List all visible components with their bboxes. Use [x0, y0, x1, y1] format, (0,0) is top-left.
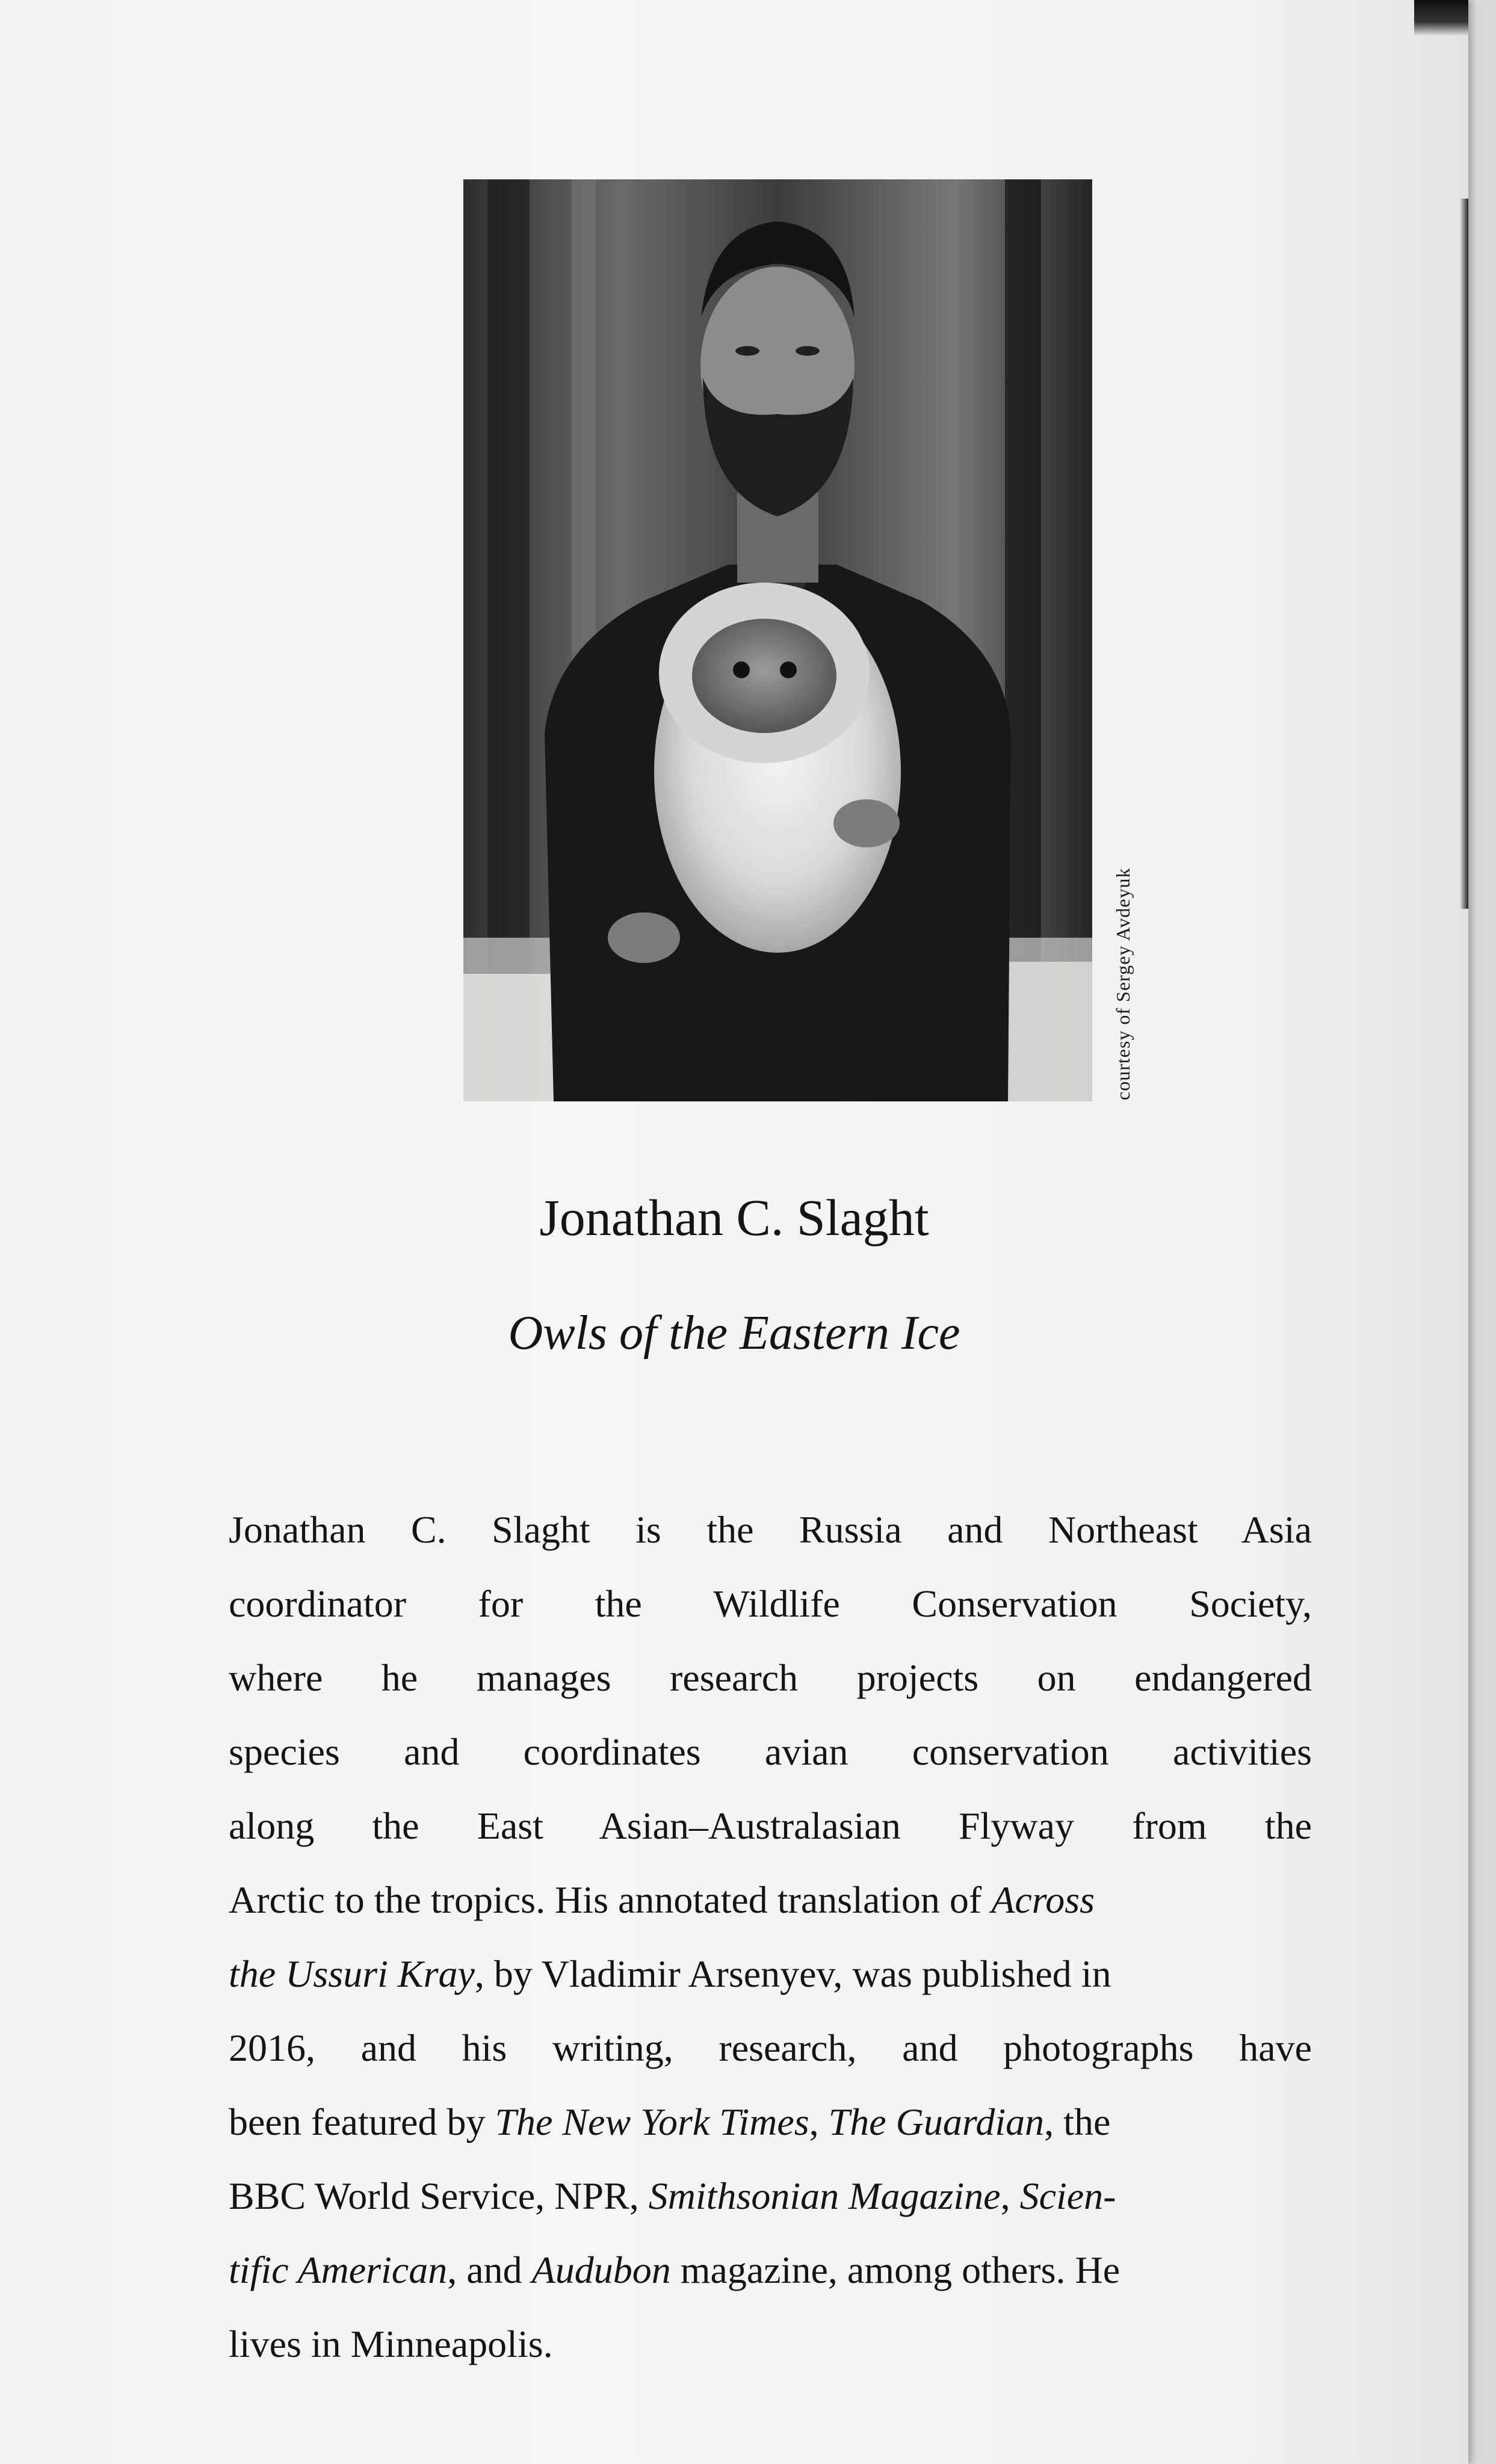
book-title: Owls of the Eastern Ice — [508, 1307, 960, 1360]
publication-name: The New York Times — [495, 2100, 809, 2143]
bio-line: lives in Minneapolis. — [229, 2323, 553, 2365]
author-photo-illustration — [463, 179, 1092, 1101]
bio-text: magazine, among others. He — [670, 2249, 1120, 2291]
publication-name: The Guardian — [828, 2100, 1045, 2143]
publication-name: Audubon — [531, 2249, 671, 2291]
bio-text: , by Vladimir Arsenyev, was published in — [474, 1952, 1111, 1995]
book-reference: the Ussuri Kray — [229, 1952, 475, 1995]
author-bio — [229, 1493, 1312, 2381]
author-photo — [463, 179, 1092, 1101]
publication-name: Smithsonian Magazine — [648, 2175, 1001, 2217]
bio-line: species and coordinates avian conservation activities — [229, 1730, 1312, 1773]
bio-line: where he manages research projects on endangered — [229, 1656, 1312, 1699]
bio-text: Arctic to the tropics. His annotated translation of — [229, 1878, 992, 1921]
page-corner-shadow — [1414, 0, 1468, 36]
book-reference: Across — [991, 1878, 1095, 1921]
publication-name: tific American — [229, 2249, 448, 2291]
author-name: Jonathan C. Slaght — [539, 1189, 929, 1246]
publication-name: Scien- — [1019, 2175, 1116, 2217]
bio-line — [229, 2085, 1312, 2159]
bio-line: Jonathan C. Slaght is the Russia and Northeast Asia — [229, 1508, 1312, 1551]
bio-text: , the — [1044, 2100, 1111, 2143]
bio-line — [229, 1863, 1312, 1937]
bio-text: , and — [447, 2249, 532, 2291]
bio-text: BBC World Service, NPR, — [229, 2175, 649, 2217]
bio-text: been featured by — [229, 2100, 495, 2143]
bio-line — [229, 2159, 1312, 2233]
bio-line: coordinator for the Wildlife Conservation Society, — [229, 1582, 1312, 1625]
photo-credit: courtesy of Sergey Avdeyuk — [1112, 867, 1134, 1100]
bio-line: along the East Asian–Australasian Flyway from the — [229, 1804, 1312, 1847]
page-edge-shadow — [1460, 199, 1468, 909]
bio-text: , — [809, 2100, 829, 2143]
bio-line: 2016, and his writing, research, and photographs have — [229, 2026, 1312, 2069]
bio-line — [229, 2233, 1312, 2307]
bio-line — [229, 1937, 1312, 2011]
bio-text: , — [1000, 2175, 1020, 2217]
